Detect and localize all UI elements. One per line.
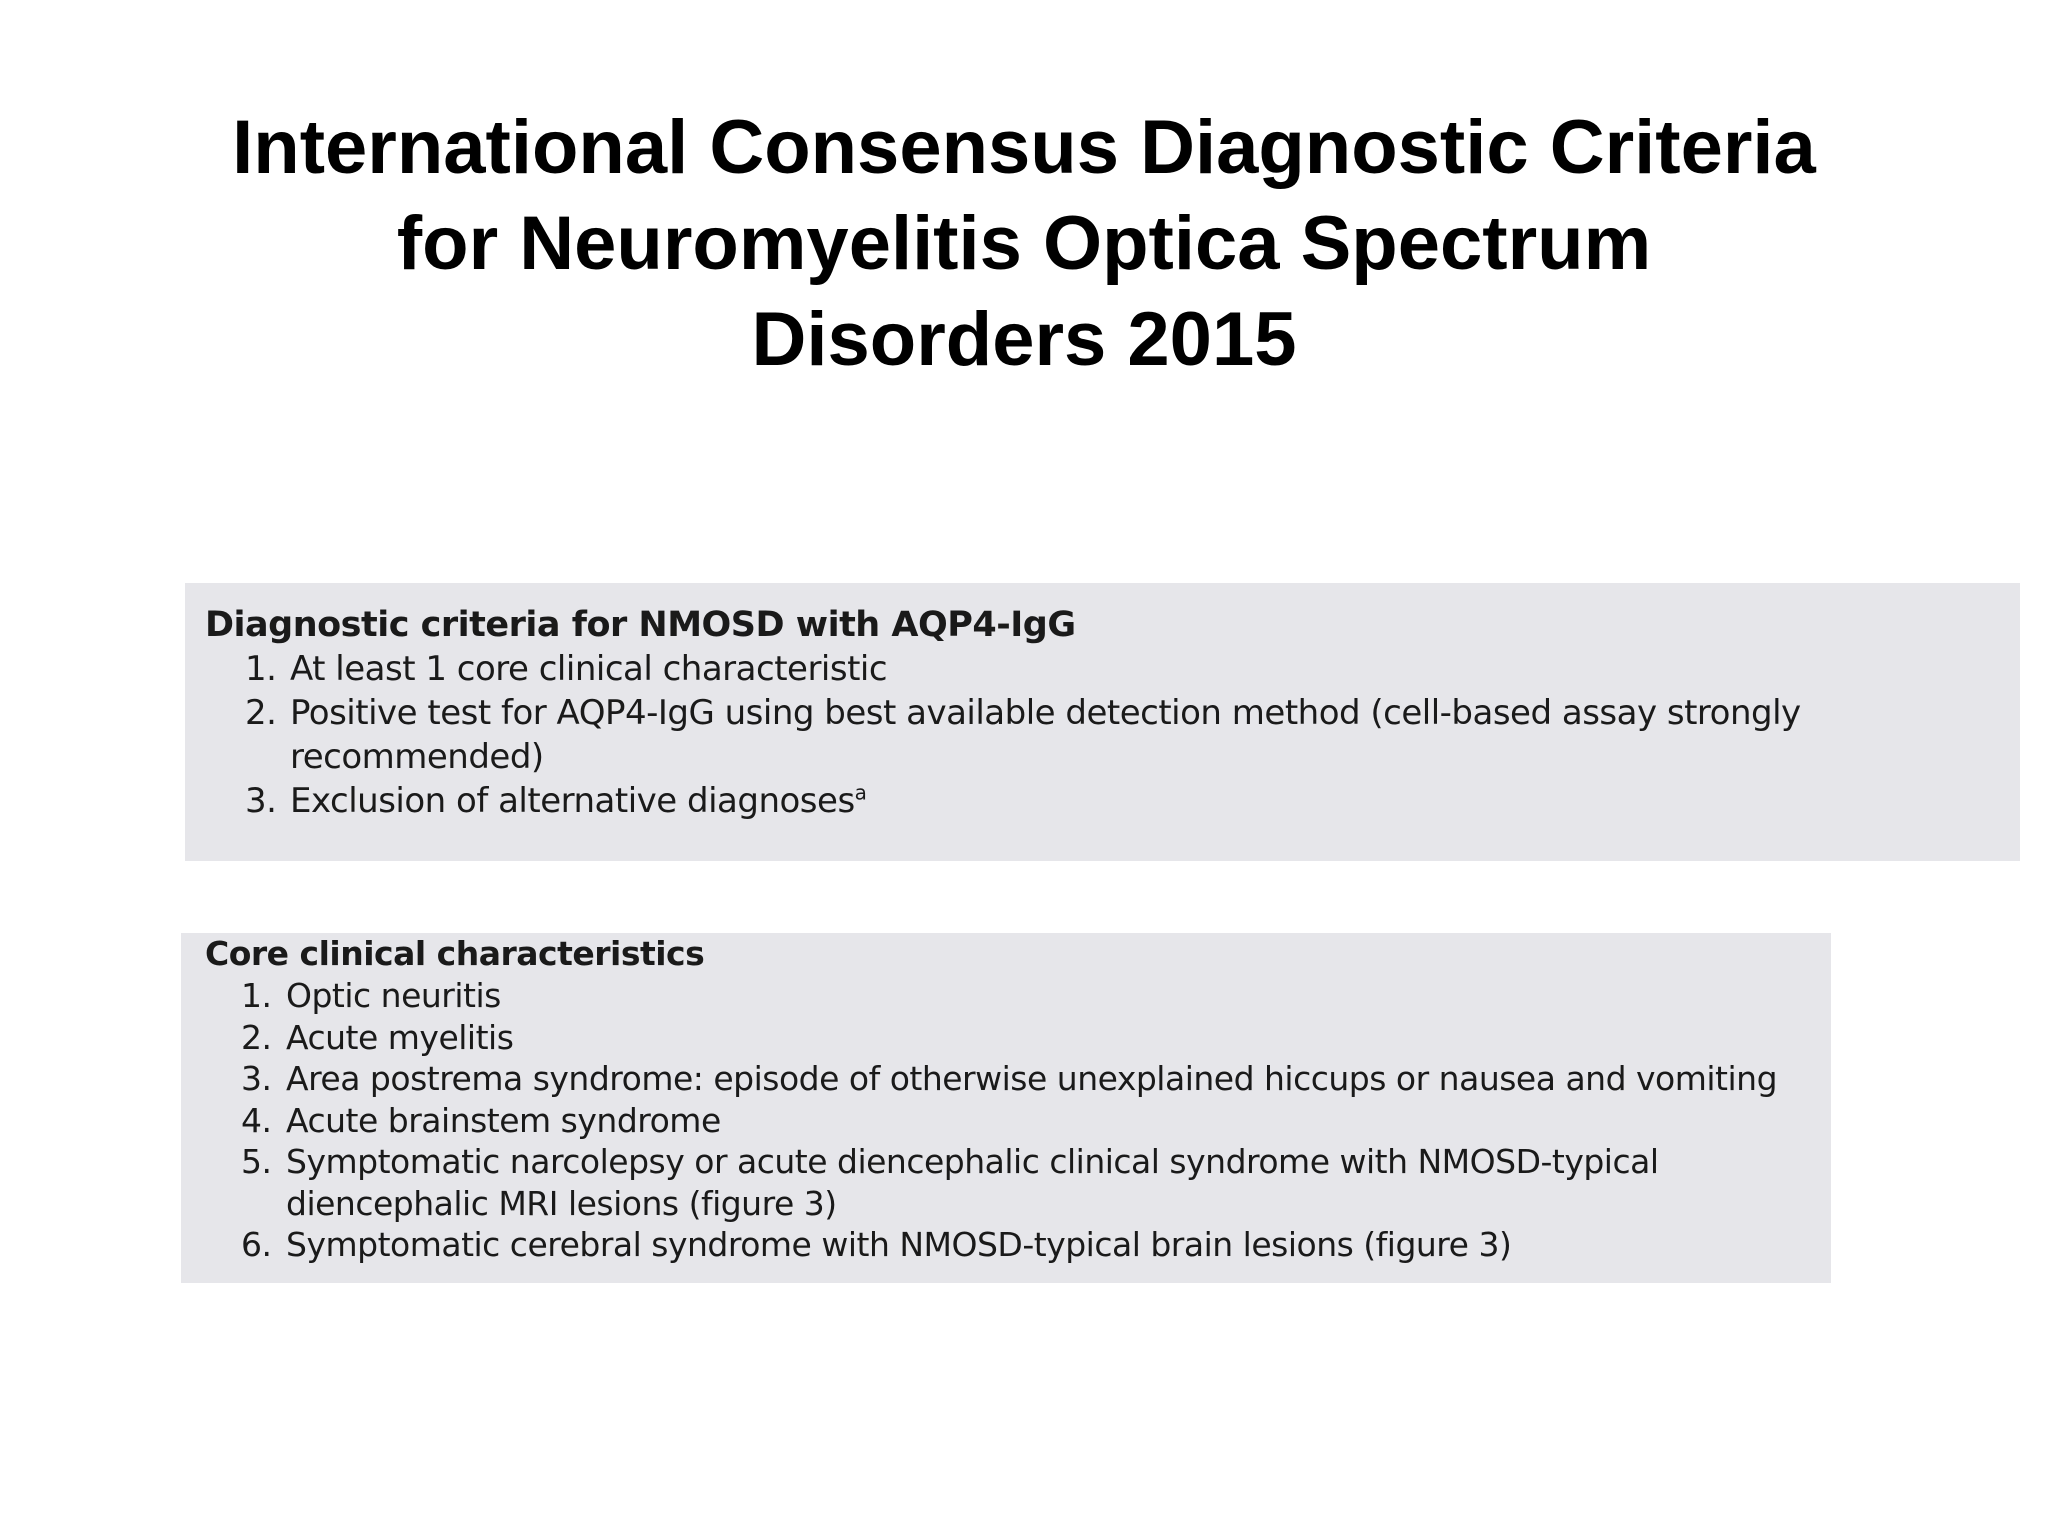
list-item <box>205 779 2000 823</box>
item-text: Positive test for AQP4-IgG using best available detection method (cell-based assay strongly recommended) <box>290 693 1801 777</box>
item-number: 3. <box>245 781 277 821</box>
list-item <box>205 691 2000 779</box>
item-text: Area postrema syndrome: episode of otherwise unexplained hiccups or nausea and vomiting <box>286 1059 1778 1098</box>
item-text: Optic neuritis <box>286 976 501 1015</box>
item-number: 1. <box>241 976 272 1015</box>
core-characteristics-list <box>205 975 1811 1266</box>
core-characteristics-box <box>181 933 1831 1283</box>
footnote-marker: a <box>854 780 867 805</box>
list-item <box>205 975 1811 1017</box>
item-text: Symptomatic cerebral syndrome with NMOSD-typical brain lesions (figure 3) <box>286 1225 1512 1264</box>
title-line-2: for Neuromyelitis Optica Spectrum <box>396 201 1652 286</box>
item-text: Exclusion of alternative diagnoses <box>290 781 855 821</box>
item-number: 4. <box>241 1100 272 1140</box>
list-item <box>205 1141 1811 1224</box>
list-item <box>205 1100 1811 1142</box>
item-number: 1. <box>245 649 277 689</box>
title-line-3: Disorders 2015 <box>751 297 1297 382</box>
item-text: Acute myelitis <box>286 1017 514 1057</box>
aqp4-criteria-heading: Diagnostic criteria for NMOSD with AQP4-IgG <box>205 605 1076 645</box>
list-item <box>205 647 2000 691</box>
aqp4-criteria-box <box>185 583 2020 861</box>
item-number: 3. <box>241 1059 272 1098</box>
aqp4-criteria-list <box>205 647 2000 823</box>
item-number: 6. <box>241 1225 272 1264</box>
item-number: 5. <box>241 1142 272 1181</box>
item-number: 2. <box>245 693 277 733</box>
title-line-1: International Consensus Diagnostic Criteria <box>232 105 1816 190</box>
list-item <box>205 1224 1811 1266</box>
item-text: Symptomatic narcolepsy or acute diencephalic clinical syndrome with NMOSD-typical diencephalic MRI lesions (figure 3) <box>286 1142 1659 1223</box>
item-number: 2. <box>241 1017 272 1057</box>
item-text: Acute brainstem syndrome <box>286 1100 721 1140</box>
list-item <box>205 1017 1811 1059</box>
list-item <box>205 1058 1811 1100</box>
slide-title <box>0 100 2048 388</box>
item-text: At least 1 core clinical characteristic <box>290 649 888 689</box>
core-characteristics-heading: Core clinical characteristics <box>205 934 705 973</box>
